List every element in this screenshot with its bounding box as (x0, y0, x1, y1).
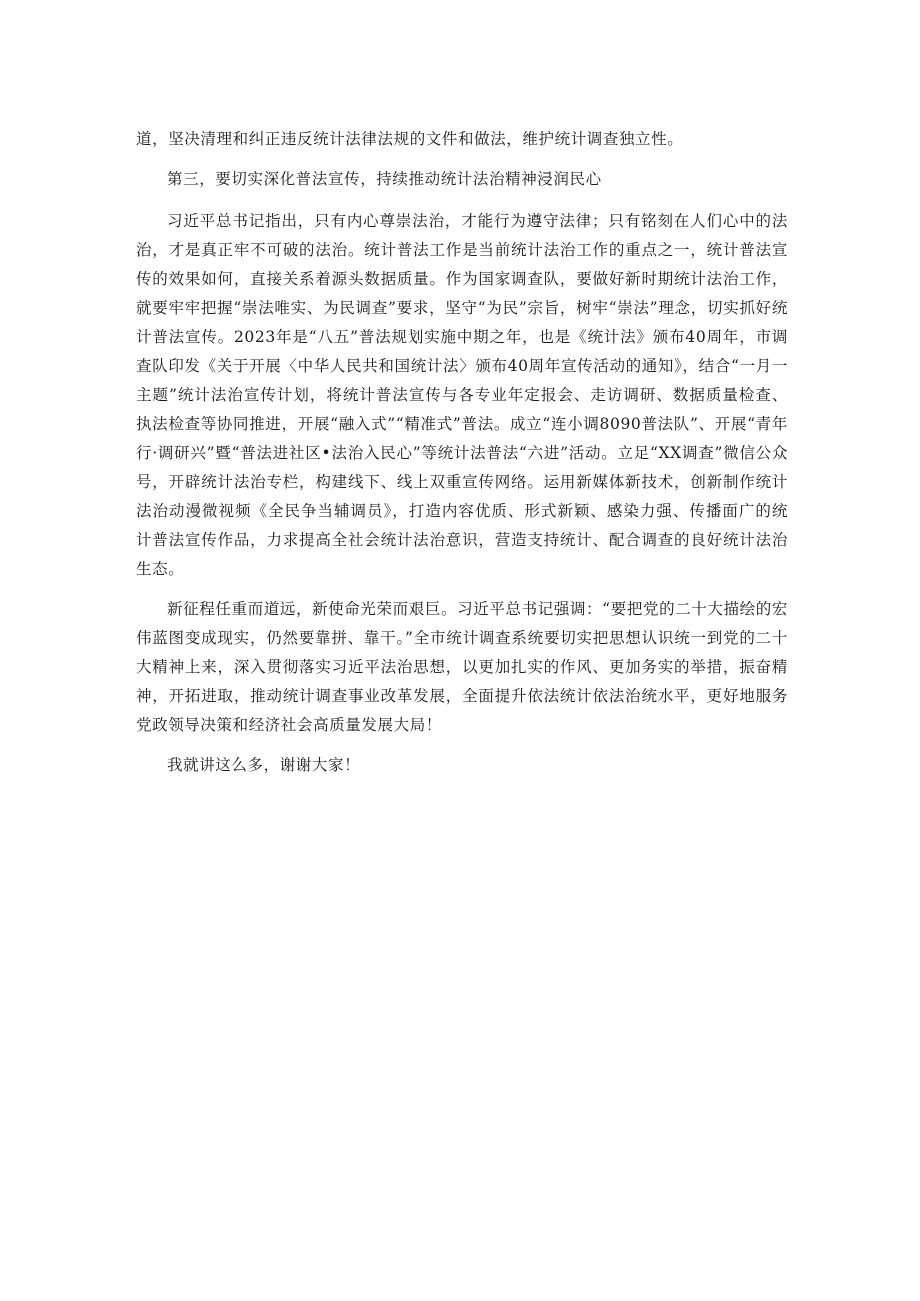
paragraph-body: 习近平总书记指出，只有内心尊崇法治，才能行为遵守法律；只有铭刻在人们心中的法治，才是真正牢不可破的法治。统计普法工作是当前统计法治工作的重点之一，统计普法宣传的效果如何，直接关系着源头数据质量。作为国家调查队，要做好新时期统计法治工作，就要牢牢把握“崇法唯实、为民调查”要求，坚守“为民”宗旨，树牢“崇法”理念，切实抓好统计普法宣传。2023年是“八五”普法规划实施中期之年，也是《统计法》颁布40周年，市调查队印发《关于开展〈中华人民共和国统计法〉颁布40周年宣传活动的通知》，结合“一月一主题”统计法治宣传计划，将统计普法宣传与各专业年定报会、走访调研、数据质量检查、执法检查等协同推进，开展“融入式”“精准式”普法。成立“连小调8090普法队”、开展“青年行·调研兴”暨“普法进社区•法治入民心”等统计法普法“六进”活动。立足“XX调查”微信公众号，开辟统计法治专栏，构建线下、线上双重宣传网络。运用新媒体新技术，创新制作统计法治动漫微视频《全民争当辅调员》，打造内容优质、形式新颖、感染力强、传播面广的统计普法宣传作品，力求提高全社会统计法治意识，营造支持统计、配合调查的良好统计法治生态。 (136, 212, 788, 578)
paragraph-closing: 我就讲这么多，谢谢大家！ (167, 756, 361, 774)
paragraph-conclusion: 新征程任重而道远，新使命光荣而艰巨。习近平总书记强调：“要把党的二十大描绘的宏伟蓝图变成现实，仍然要靠拼、靠干。”全市统计调查系统要切实把思想认识统一到党的二十大精神上来，深入贯彻落实习近平法治思想，以更加扎实的作风、更加务实的举措，振奋精神，开拓进取，推动统计调查事业改革发展，全面提升依法统计依法治统水平，更好地服务党政领导决策和经济社会高质量发展大局！ (136, 600, 788, 734)
document-body (136, 125, 788, 791)
paragraph-continuation: 道，坚决清理和纠正违反统计法律法规的文件和做法，维护统计调查独立性。 (136, 130, 684, 148)
section-heading: 第三，要切实深化普法宣传，持续推动统计法治精神浸润民心 (167, 170, 602, 188)
